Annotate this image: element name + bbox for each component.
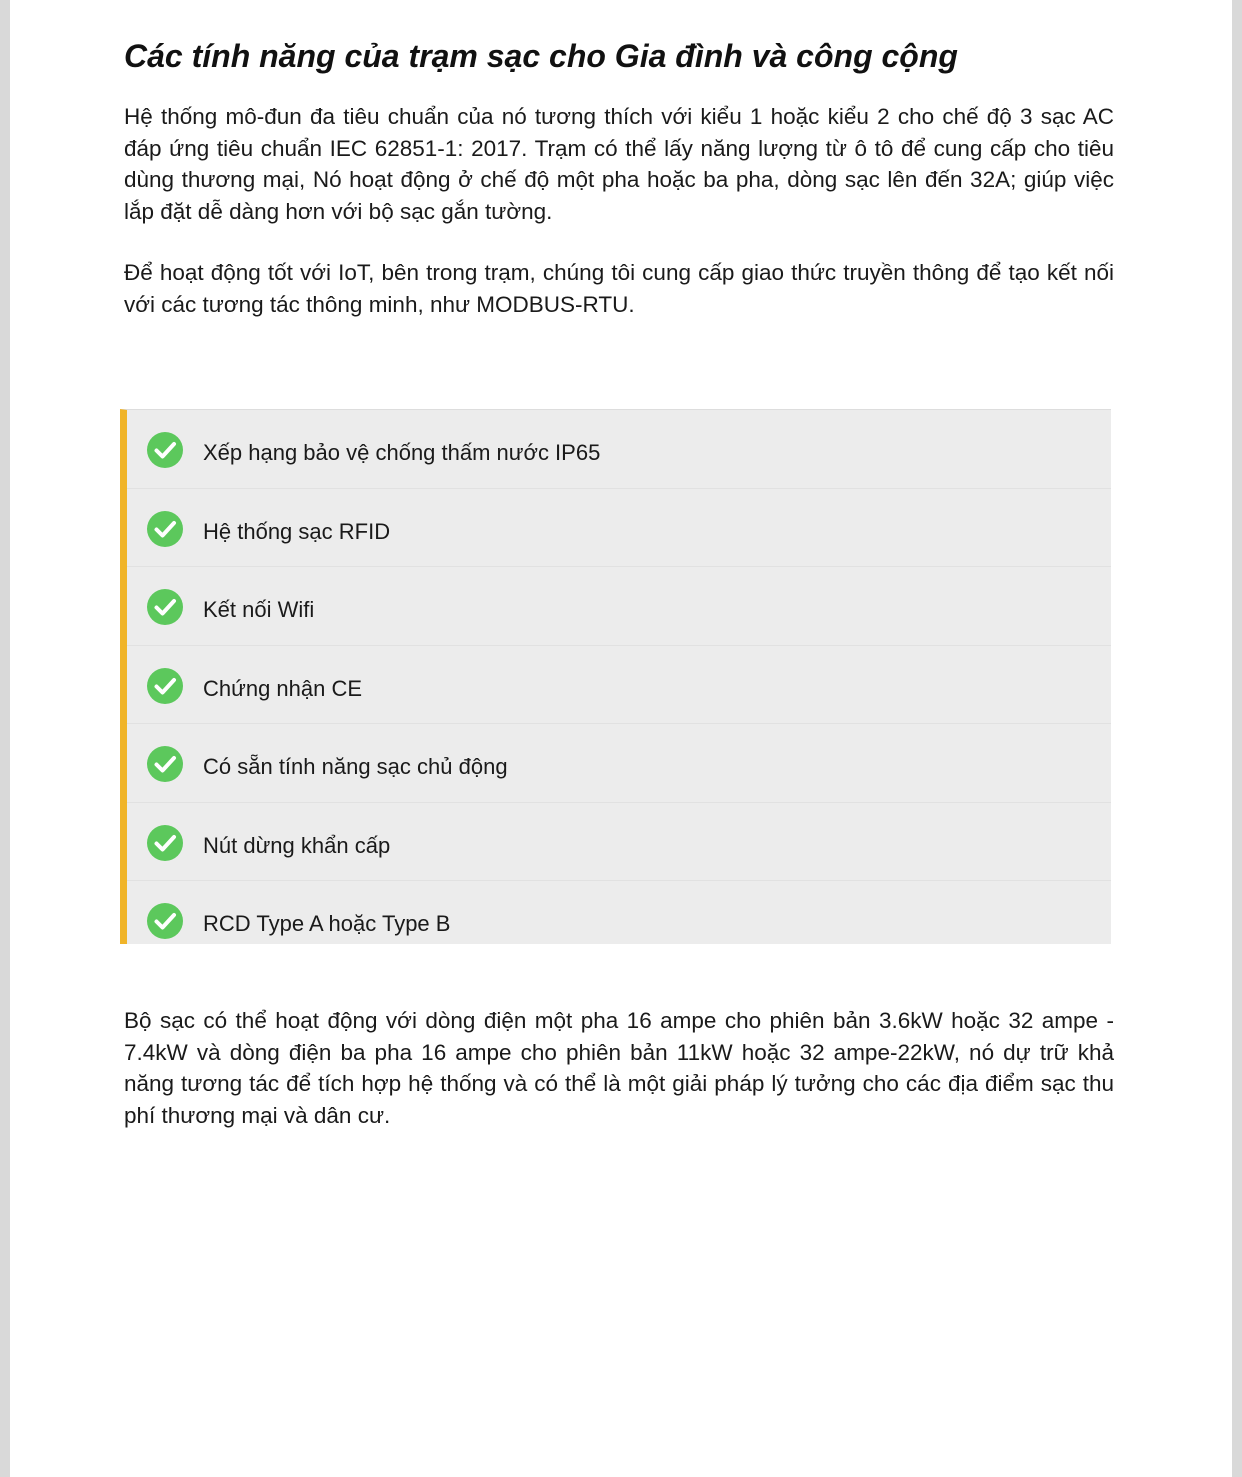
- check-circle-icon: [147, 511, 183, 547]
- feature-label: Có sẵn tính năng sạc chủ động: [203, 754, 508, 779]
- feature-list: [120, 409, 1111, 944]
- document-page: [10, 0, 1232, 1477]
- feature-item: [127, 881, 1111, 960]
- check-circle-icon: [147, 746, 183, 782]
- feature-label: Hệ thống sạc RFID: [203, 518, 391, 544]
- feature-label: RCD Type A hoặc Type B: [203, 911, 451, 936]
- power-paragraph: Bộ sạc có thể hoạt động với dòng điện một pha 16 ampe cho phiên bản 3.6kW hoặc 32 ampe - 7.4kW và dòng điện ba pha 16 ampe cho phiên bản 11kW hoặc 32 ampe-22kW, nó dự trữ khả năng tương tác để tích hợp hệ thống và có thể là một giải pháp lý tưởng cho các địa điểm sạc thu phí thương mại và dân cư.: [124, 1008, 1114, 1128]
- feature-label: Nút dừng khẩn cấp: [203, 832, 391, 858]
- feature-item: [127, 724, 1111, 803]
- feature-item: [127, 803, 1111, 882]
- feature-item: [127, 410, 1111, 489]
- check-circle-icon: [147, 589, 183, 625]
- feature-item: [127, 567, 1111, 646]
- check-circle-icon: [147, 903, 183, 939]
- page-title: Các tính năng của trạm sạc cho Gia đình và công cộng: [124, 38, 958, 74]
- check-circle-icon: [147, 668, 183, 704]
- check-circle-icon: [147, 432, 183, 468]
- feature-label: Kết nối Wifi: [203, 597, 315, 622]
- feature-label: Chứng nhận CE: [203, 675, 363, 701]
- iot-paragraph: Để hoạt động tốt với IoT, bên trong trạm, chúng tôi cung cấp giao thức truyền thông để tạo kết nối với các tương tác thông minh, như MODBUS-RTU.: [124, 260, 1114, 317]
- feature-item: [127, 489, 1111, 568]
- check-circle-icon: [147, 825, 183, 861]
- intro-paragraph: Hệ thống mô-đun đa tiêu chuẩn của nó tương thích với kiểu 1 hoặc kiểu 2 cho chế độ 3 sạc AC đáp ứng tiêu chuẩn IEC 62851-1: 2017. Trạm có thể lấy năng lượng từ ô tô để cung cấp cho tiêu dùng thương mại, Nó hoạt động ở chế độ một pha hoặc ba pha, dòng sạc lên đến 32A; giúp việc lắp đặt dễ dàng hơn với bộ sạc gắn tường.: [124, 104, 1114, 224]
- feature-item: [127, 646, 1111, 725]
- feature-label: Xếp hạng bảo vệ chống thấm nước IP65: [203, 440, 601, 465]
